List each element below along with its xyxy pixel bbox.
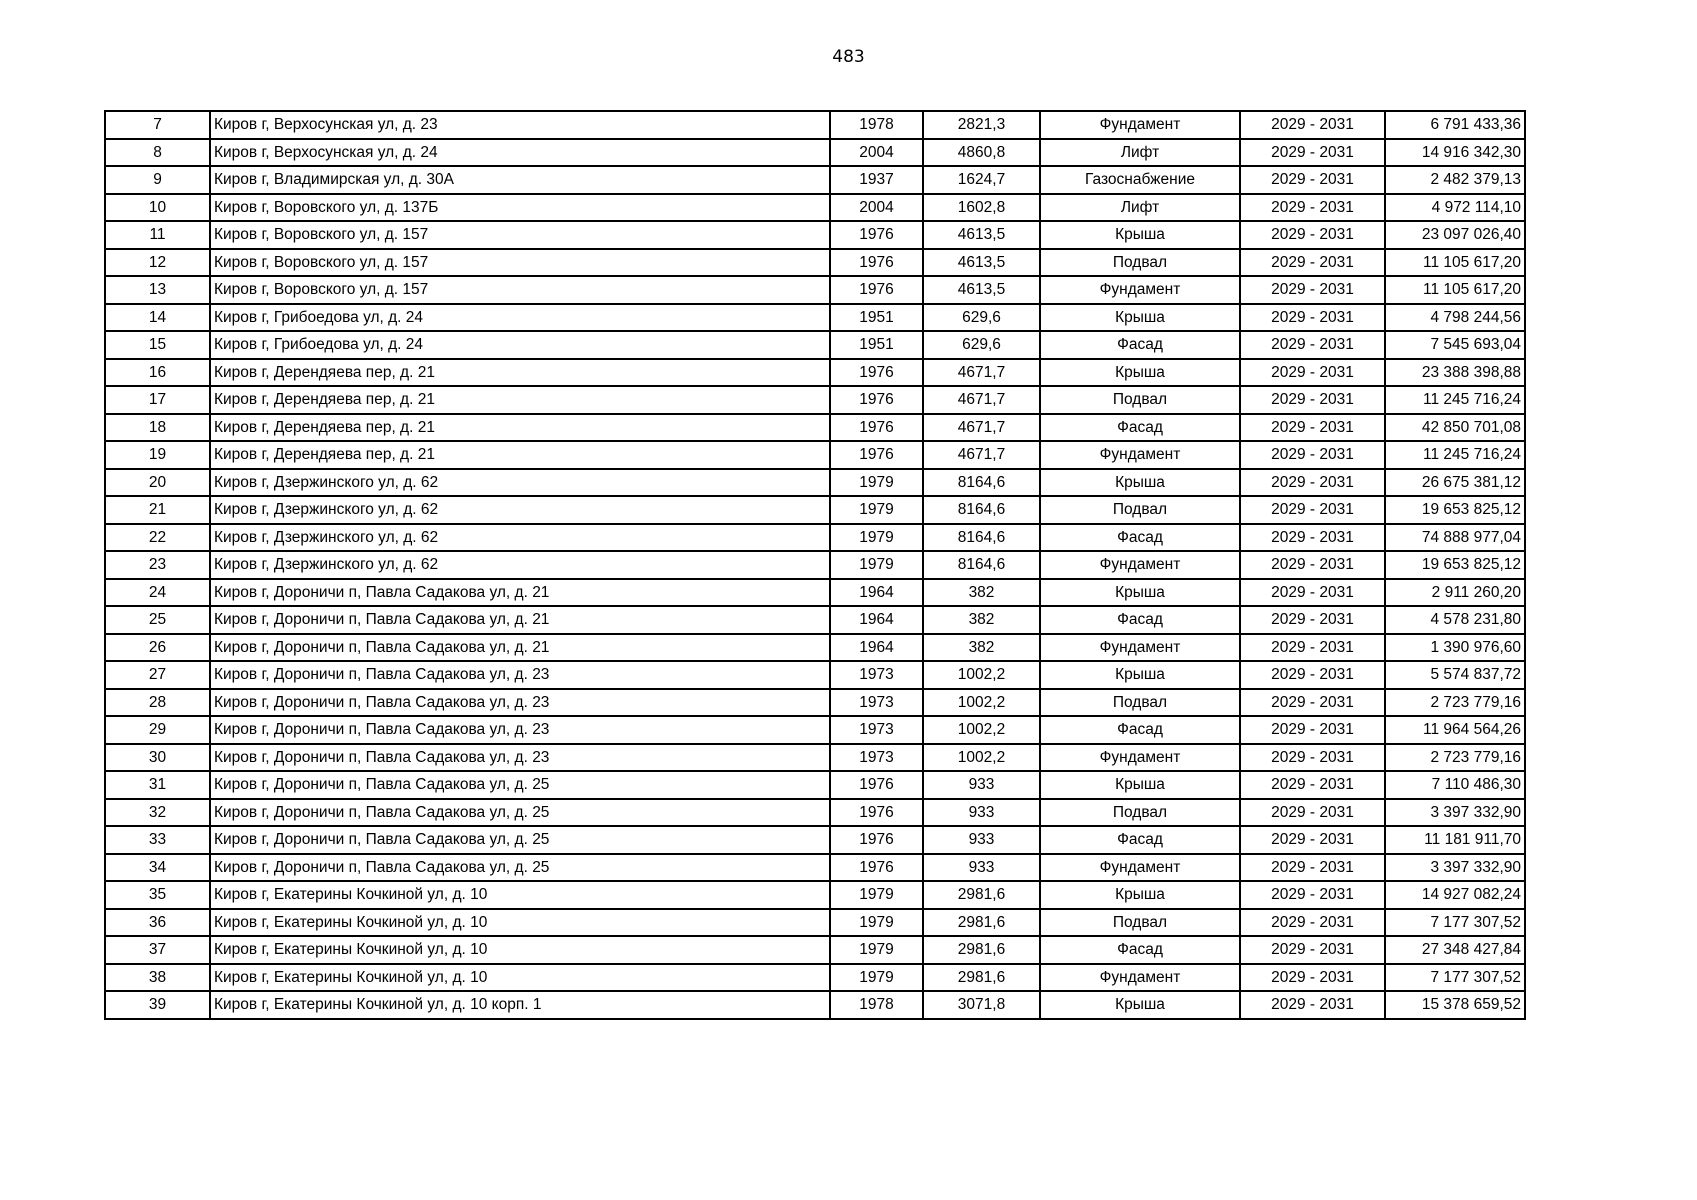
area-cell: 933 bbox=[923, 826, 1040, 854]
build-year-cell: 1976 bbox=[830, 771, 923, 799]
period-cell: 2029 - 2031 bbox=[1240, 139, 1385, 167]
cost-cell: 3 397 332,90 bbox=[1385, 799, 1525, 827]
repair-schedule-table bbox=[104, 110, 1526, 1020]
row-number-cell: 31 bbox=[105, 771, 210, 799]
address-cell: Киров г, Дороничи п, Павла Садакова ул, д. 23 bbox=[210, 689, 830, 717]
work-type-cell: Подвал bbox=[1040, 386, 1240, 414]
build-year-cell: 1979 bbox=[830, 469, 923, 497]
cost-cell: 2 723 779,16 bbox=[1385, 744, 1525, 772]
area-cell: 1602,8 bbox=[923, 194, 1040, 222]
build-year-cell: 1951 bbox=[830, 331, 923, 359]
cost-cell: 2 482 379,13 bbox=[1385, 166, 1525, 194]
area-cell: 4613,5 bbox=[923, 249, 1040, 277]
row-number-cell: 36 bbox=[105, 909, 210, 937]
build-year-cell: 1964 bbox=[830, 634, 923, 662]
area-cell: 4613,5 bbox=[923, 221, 1040, 249]
period-cell: 2029 - 2031 bbox=[1240, 524, 1385, 552]
address-cell: Киров г, Дороничи п, Павла Садакова ул, д. 25 bbox=[210, 826, 830, 854]
address-cell: Киров г, Дерендяева пер, д. 21 bbox=[210, 414, 830, 442]
row-number-cell: 15 bbox=[105, 331, 210, 359]
period-cell: 2029 - 2031 bbox=[1240, 771, 1385, 799]
build-year-cell: 1976 bbox=[830, 221, 923, 249]
period-cell: 2029 - 2031 bbox=[1240, 991, 1385, 1019]
build-year-cell: 1976 bbox=[830, 249, 923, 277]
work-type-cell: Фундамент bbox=[1040, 276, 1240, 304]
work-type-cell: Фасад bbox=[1040, 606, 1240, 634]
row-number-cell: 14 bbox=[105, 304, 210, 332]
period-cell: 2029 - 2031 bbox=[1240, 881, 1385, 909]
work-type-cell: Крыша bbox=[1040, 221, 1240, 249]
cost-cell: 19 653 825,12 bbox=[1385, 551, 1525, 579]
table-row bbox=[105, 854, 1525, 882]
row-number-cell: 10 bbox=[105, 194, 210, 222]
table-row bbox=[105, 166, 1525, 194]
row-number-cell: 38 bbox=[105, 964, 210, 992]
work-type-cell: Фасад bbox=[1040, 414, 1240, 442]
build-year-cell: 2004 bbox=[830, 139, 923, 167]
period-cell: 2029 - 2031 bbox=[1240, 414, 1385, 442]
row-number-cell: 28 bbox=[105, 689, 210, 717]
row-number-cell: 39 bbox=[105, 991, 210, 1019]
address-cell: Киров г, Екатерины Кочкиной ул, д. 10 bbox=[210, 936, 830, 964]
area-cell: 4671,7 bbox=[923, 441, 1040, 469]
row-number-cell: 9 bbox=[105, 166, 210, 194]
work-type-cell: Фундамент bbox=[1040, 551, 1240, 579]
area-cell: 4671,7 bbox=[923, 414, 1040, 442]
cost-cell: 4 578 231,80 bbox=[1385, 606, 1525, 634]
work-type-cell: Крыша bbox=[1040, 304, 1240, 332]
period-cell: 2029 - 2031 bbox=[1240, 909, 1385, 937]
build-year-cell: 1976 bbox=[830, 359, 923, 387]
area-cell: 1002,2 bbox=[923, 689, 1040, 717]
row-number-cell: 12 bbox=[105, 249, 210, 277]
build-year-cell: 1937 bbox=[830, 166, 923, 194]
build-year-cell: 1964 bbox=[830, 579, 923, 607]
cost-cell: 7 177 307,52 bbox=[1385, 909, 1525, 937]
build-year-cell: 1978 bbox=[830, 111, 923, 139]
cost-cell: 11 964 564,26 bbox=[1385, 716, 1525, 744]
period-cell: 2029 - 2031 bbox=[1240, 744, 1385, 772]
area-cell: 8164,6 bbox=[923, 469, 1040, 497]
period-cell: 2029 - 2031 bbox=[1240, 579, 1385, 607]
row-number-cell: 18 bbox=[105, 414, 210, 442]
table-row bbox=[105, 799, 1525, 827]
address-cell: Киров г, Дзержинского ул, д. 62 bbox=[210, 551, 830, 579]
table-row bbox=[105, 249, 1525, 277]
cost-cell: 11 245 716,24 bbox=[1385, 386, 1525, 414]
build-year-cell: 1979 bbox=[830, 881, 923, 909]
period-cell: 2029 - 2031 bbox=[1240, 661, 1385, 689]
build-year-cell: 1979 bbox=[830, 496, 923, 524]
table-row bbox=[105, 414, 1525, 442]
area-cell: 8164,6 bbox=[923, 524, 1040, 552]
cost-cell: 23 097 026,40 bbox=[1385, 221, 1525, 249]
cost-cell: 23 388 398,88 bbox=[1385, 359, 1525, 387]
area-cell: 4671,7 bbox=[923, 386, 1040, 414]
table-row bbox=[105, 469, 1525, 497]
work-type-cell: Подвал bbox=[1040, 496, 1240, 524]
cost-cell: 4 798 244,56 bbox=[1385, 304, 1525, 332]
area-cell: 629,6 bbox=[923, 304, 1040, 332]
table-row bbox=[105, 881, 1525, 909]
address-cell: Киров г, Дерендяева пер, д. 21 bbox=[210, 441, 830, 469]
table-row bbox=[105, 744, 1525, 772]
cost-cell: 14 927 082,24 bbox=[1385, 881, 1525, 909]
period-cell: 2029 - 2031 bbox=[1240, 111, 1385, 139]
period-cell: 2029 - 2031 bbox=[1240, 854, 1385, 882]
cost-cell: 6 791 433,36 bbox=[1385, 111, 1525, 139]
work-type-cell: Фундамент bbox=[1040, 744, 1240, 772]
table-row bbox=[105, 579, 1525, 607]
address-cell: Киров г, Дороничи п, Павла Садакова ул, д. 25 bbox=[210, 771, 830, 799]
cost-cell: 3 397 332,90 bbox=[1385, 854, 1525, 882]
row-number-cell: 21 bbox=[105, 496, 210, 524]
work-type-cell: Лифт bbox=[1040, 139, 1240, 167]
area-cell: 2981,6 bbox=[923, 964, 1040, 992]
period-cell: 2029 - 2031 bbox=[1240, 276, 1385, 304]
table-row bbox=[105, 331, 1525, 359]
area-cell: 933 bbox=[923, 854, 1040, 882]
cost-cell: 19 653 825,12 bbox=[1385, 496, 1525, 524]
work-type-cell: Фундамент bbox=[1040, 964, 1240, 992]
area-cell: 2981,6 bbox=[923, 936, 1040, 964]
row-number-cell: 8 bbox=[105, 139, 210, 167]
table-row bbox=[105, 359, 1525, 387]
work-type-cell: Фасад bbox=[1040, 826, 1240, 854]
table-row bbox=[105, 111, 1525, 139]
period-cell: 2029 - 2031 bbox=[1240, 359, 1385, 387]
row-number-cell: 34 bbox=[105, 854, 210, 882]
area-cell: 2821,3 bbox=[923, 111, 1040, 139]
build-year-cell: 1951 bbox=[830, 304, 923, 332]
period-cell: 2029 - 2031 bbox=[1240, 221, 1385, 249]
address-cell: Киров г, Воровского ул, д. 157 bbox=[210, 249, 830, 277]
address-cell: Киров г, Екатерины Кочкиной ул, д. 10 bbox=[210, 909, 830, 937]
period-cell: 2029 - 2031 bbox=[1240, 249, 1385, 277]
cost-cell: 74 888 977,04 bbox=[1385, 524, 1525, 552]
work-type-cell: Крыша bbox=[1040, 661, 1240, 689]
area-cell: 933 bbox=[923, 799, 1040, 827]
build-year-cell: 1976 bbox=[830, 826, 923, 854]
address-cell: Киров г, Екатерины Кочкиной ул, д. 10 bbox=[210, 881, 830, 909]
row-number-cell: 13 bbox=[105, 276, 210, 304]
work-type-cell: Крыша bbox=[1040, 579, 1240, 607]
period-cell: 2029 - 2031 bbox=[1240, 634, 1385, 662]
work-type-cell: Крыша bbox=[1040, 771, 1240, 799]
period-cell: 2029 - 2031 bbox=[1240, 689, 1385, 717]
period-cell: 2029 - 2031 bbox=[1240, 386, 1385, 414]
cost-cell: 5 574 837,72 bbox=[1385, 661, 1525, 689]
build-year-cell: 1976 bbox=[830, 414, 923, 442]
cost-cell: 4 972 114,10 bbox=[1385, 194, 1525, 222]
build-year-cell: 1976 bbox=[830, 854, 923, 882]
address-cell: Киров г, Дороничи п, Павла Садакова ул, д. 21 bbox=[210, 634, 830, 662]
work-type-cell: Фундамент bbox=[1040, 111, 1240, 139]
address-cell: Киров г, Воровского ул, д. 137Б bbox=[210, 194, 830, 222]
period-cell: 2029 - 2031 bbox=[1240, 496, 1385, 524]
address-cell: Киров г, Владимирская ул, д. 30А bbox=[210, 166, 830, 194]
address-cell: Киров г, Воровского ул, д. 157 bbox=[210, 276, 830, 304]
address-cell: Киров г, Грибоедова ул, д. 24 bbox=[210, 331, 830, 359]
build-year-cell: 1964 bbox=[830, 606, 923, 634]
cost-cell: 26 675 381,12 bbox=[1385, 469, 1525, 497]
table-row bbox=[105, 689, 1525, 717]
table-row bbox=[105, 826, 1525, 854]
work-type-cell: Крыша bbox=[1040, 881, 1240, 909]
work-type-cell: Фундамент bbox=[1040, 634, 1240, 662]
period-cell: 2029 - 2031 bbox=[1240, 799, 1385, 827]
cost-cell: 2 911 260,20 bbox=[1385, 579, 1525, 607]
period-cell: 2029 - 2031 bbox=[1240, 469, 1385, 497]
area-cell: 1002,2 bbox=[923, 744, 1040, 772]
table-row bbox=[105, 991, 1525, 1019]
address-cell: Киров г, Дороничи п, Павла Садакова ул, д. 23 bbox=[210, 716, 830, 744]
table-row bbox=[105, 716, 1525, 744]
row-number-cell: 23 bbox=[105, 551, 210, 579]
area-cell: 933 bbox=[923, 771, 1040, 799]
period-cell: 2029 - 2031 bbox=[1240, 331, 1385, 359]
work-type-cell: Фасад bbox=[1040, 331, 1240, 359]
table-row bbox=[105, 441, 1525, 469]
table-row bbox=[105, 551, 1525, 579]
build-year-cell: 1978 bbox=[830, 991, 923, 1019]
address-cell: Киров г, Дзержинского ул, д. 62 bbox=[210, 524, 830, 552]
table-row bbox=[105, 634, 1525, 662]
area-cell: 8164,6 bbox=[923, 551, 1040, 579]
row-number-cell: 17 bbox=[105, 386, 210, 414]
area-cell: 382 bbox=[923, 634, 1040, 662]
row-number-cell: 11 bbox=[105, 221, 210, 249]
work-type-cell: Крыша bbox=[1040, 991, 1240, 1019]
period-cell: 2029 - 2031 bbox=[1240, 936, 1385, 964]
work-type-cell: Подвал bbox=[1040, 909, 1240, 937]
area-cell: 2981,6 bbox=[923, 881, 1040, 909]
address-cell: Киров г, Дороничи п, Павла Садакова ул, д. 21 bbox=[210, 606, 830, 634]
address-cell: Киров г, Дзержинского ул, д. 62 bbox=[210, 496, 830, 524]
table-row bbox=[105, 936, 1525, 964]
address-cell: Киров г, Верхосунская ул, д. 24 bbox=[210, 139, 830, 167]
table-row bbox=[105, 496, 1525, 524]
address-cell: Киров г, Грибоедова ул, д. 24 bbox=[210, 304, 830, 332]
period-cell: 2029 - 2031 bbox=[1240, 716, 1385, 744]
cost-cell: 7 545 693,04 bbox=[1385, 331, 1525, 359]
cost-cell: 11 105 617,20 bbox=[1385, 249, 1525, 277]
address-cell: Киров г, Дороничи п, Павла Садакова ул, д. 23 bbox=[210, 661, 830, 689]
area-cell: 1624,7 bbox=[923, 166, 1040, 194]
row-number-cell: 20 bbox=[105, 469, 210, 497]
address-cell: Киров г, Дерендяева пер, д. 21 bbox=[210, 386, 830, 414]
period-cell: 2029 - 2031 bbox=[1240, 964, 1385, 992]
address-cell: Киров г, Екатерины Кочкиной ул, д. 10 bbox=[210, 964, 830, 992]
area-cell: 629,6 bbox=[923, 331, 1040, 359]
cost-cell: 7 110 486,30 bbox=[1385, 771, 1525, 799]
area-cell: 382 bbox=[923, 579, 1040, 607]
cost-cell: 2 723 779,16 bbox=[1385, 689, 1525, 717]
table-row bbox=[105, 221, 1525, 249]
table-row bbox=[105, 606, 1525, 634]
build-year-cell: 1973 bbox=[830, 689, 923, 717]
area-cell: 4860,8 bbox=[923, 139, 1040, 167]
work-type-cell: Газоснабжение bbox=[1040, 166, 1240, 194]
row-number-cell: 32 bbox=[105, 799, 210, 827]
cost-cell: 11 181 911,70 bbox=[1385, 826, 1525, 854]
period-cell: 2029 - 2031 bbox=[1240, 551, 1385, 579]
address-cell: Киров г, Воровского ул, д. 157 bbox=[210, 221, 830, 249]
work-type-cell: Фасад bbox=[1040, 936, 1240, 964]
build-year-cell: 1973 bbox=[830, 744, 923, 772]
cost-cell: 11 105 617,20 bbox=[1385, 276, 1525, 304]
build-year-cell: 1973 bbox=[830, 661, 923, 689]
row-number-cell: 35 bbox=[105, 881, 210, 909]
table-row bbox=[105, 304, 1525, 332]
address-cell: Киров г, Дзержинского ул, д. 62 bbox=[210, 469, 830, 497]
table-row bbox=[105, 964, 1525, 992]
build-year-cell: 1976 bbox=[830, 276, 923, 304]
period-cell: 2029 - 2031 bbox=[1240, 606, 1385, 634]
page-number: 483 bbox=[832, 47, 865, 67]
work-type-cell: Подвал bbox=[1040, 799, 1240, 827]
build-year-cell: 1973 bbox=[830, 716, 923, 744]
cost-cell: 1 390 976,60 bbox=[1385, 634, 1525, 662]
address-cell: Киров г, Дороничи п, Павла Садакова ул, д. 25 bbox=[210, 854, 830, 882]
cost-cell: 42 850 701,08 bbox=[1385, 414, 1525, 442]
period-cell: 2029 - 2031 bbox=[1240, 441, 1385, 469]
area-cell: 3071,8 bbox=[923, 991, 1040, 1019]
area-cell: 4671,7 bbox=[923, 359, 1040, 387]
row-number-cell: 22 bbox=[105, 524, 210, 552]
row-number-cell: 16 bbox=[105, 359, 210, 387]
table-row bbox=[105, 524, 1525, 552]
table-row bbox=[105, 771, 1525, 799]
cost-cell: 7 177 307,52 bbox=[1385, 964, 1525, 992]
work-type-cell: Подвал bbox=[1040, 689, 1240, 717]
area-cell: 382 bbox=[923, 606, 1040, 634]
row-number-cell: 27 bbox=[105, 661, 210, 689]
table-row bbox=[105, 276, 1525, 304]
row-number-cell: 7 bbox=[105, 111, 210, 139]
row-number-cell: 25 bbox=[105, 606, 210, 634]
build-year-cell: 1979 bbox=[830, 936, 923, 964]
address-cell: Киров г, Екатерины Кочкиной ул, д. 10 корп. 1 bbox=[210, 991, 830, 1019]
address-cell: Киров г, Дороничи п, Павла Садакова ул, д. 25 bbox=[210, 799, 830, 827]
area-cell: 2981,6 bbox=[923, 909, 1040, 937]
build-year-cell: 1979 bbox=[830, 524, 923, 552]
row-number-cell: 29 bbox=[105, 716, 210, 744]
address-cell: Киров г, Дерендяева пер, д. 21 bbox=[210, 359, 830, 387]
build-year-cell: 2004 bbox=[830, 194, 923, 222]
build-year-cell: 1979 bbox=[830, 909, 923, 937]
work-type-cell: Крыша bbox=[1040, 359, 1240, 387]
build-year-cell: 1976 bbox=[830, 441, 923, 469]
work-type-cell: Фасад bbox=[1040, 716, 1240, 744]
table-row bbox=[105, 386, 1525, 414]
work-type-cell: Лифт bbox=[1040, 194, 1240, 222]
area-cell: 1002,2 bbox=[923, 716, 1040, 744]
row-number-cell: 33 bbox=[105, 826, 210, 854]
row-number-cell: 19 bbox=[105, 441, 210, 469]
cost-cell: 15 378 659,52 bbox=[1385, 991, 1525, 1019]
build-year-cell: 1976 bbox=[830, 386, 923, 414]
area-cell: 4613,5 bbox=[923, 276, 1040, 304]
address-cell: Киров г, Верхосунская ул, д. 23 bbox=[210, 111, 830, 139]
period-cell: 2029 - 2031 bbox=[1240, 166, 1385, 194]
work-type-cell: Крыша bbox=[1040, 469, 1240, 497]
row-number-cell: 37 bbox=[105, 936, 210, 964]
work-type-cell: Подвал bbox=[1040, 249, 1240, 277]
row-number-cell: 24 bbox=[105, 579, 210, 607]
area-cell: 1002,2 bbox=[923, 661, 1040, 689]
work-type-cell: Фасад bbox=[1040, 524, 1240, 552]
row-number-cell: 30 bbox=[105, 744, 210, 772]
row-number-cell: 26 bbox=[105, 634, 210, 662]
cost-cell: 11 245 716,24 bbox=[1385, 441, 1525, 469]
work-type-cell: Фундамент bbox=[1040, 854, 1240, 882]
cost-cell: 27 348 427,84 bbox=[1385, 936, 1525, 964]
period-cell: 2029 - 2031 bbox=[1240, 826, 1385, 854]
table-row bbox=[105, 139, 1525, 167]
work-type-cell: Фундамент bbox=[1040, 441, 1240, 469]
build-year-cell: 1979 bbox=[830, 964, 923, 992]
build-year-cell: 1979 bbox=[830, 551, 923, 579]
table-row bbox=[105, 194, 1525, 222]
cost-cell: 14 916 342,30 bbox=[1385, 139, 1525, 167]
table-body bbox=[105, 111, 1525, 1019]
period-cell: 2029 - 2031 bbox=[1240, 304, 1385, 332]
table-row bbox=[105, 909, 1525, 937]
period-cell: 2029 - 2031 bbox=[1240, 194, 1385, 222]
area-cell: 8164,6 bbox=[923, 496, 1040, 524]
address-cell: Киров г, Дороничи п, Павла Садакова ул, д. 21 bbox=[210, 579, 830, 607]
table-row bbox=[105, 661, 1525, 689]
address-cell: Киров г, Дороничи п, Павла Садакова ул, д. 23 bbox=[210, 744, 830, 772]
build-year-cell: 1976 bbox=[830, 799, 923, 827]
